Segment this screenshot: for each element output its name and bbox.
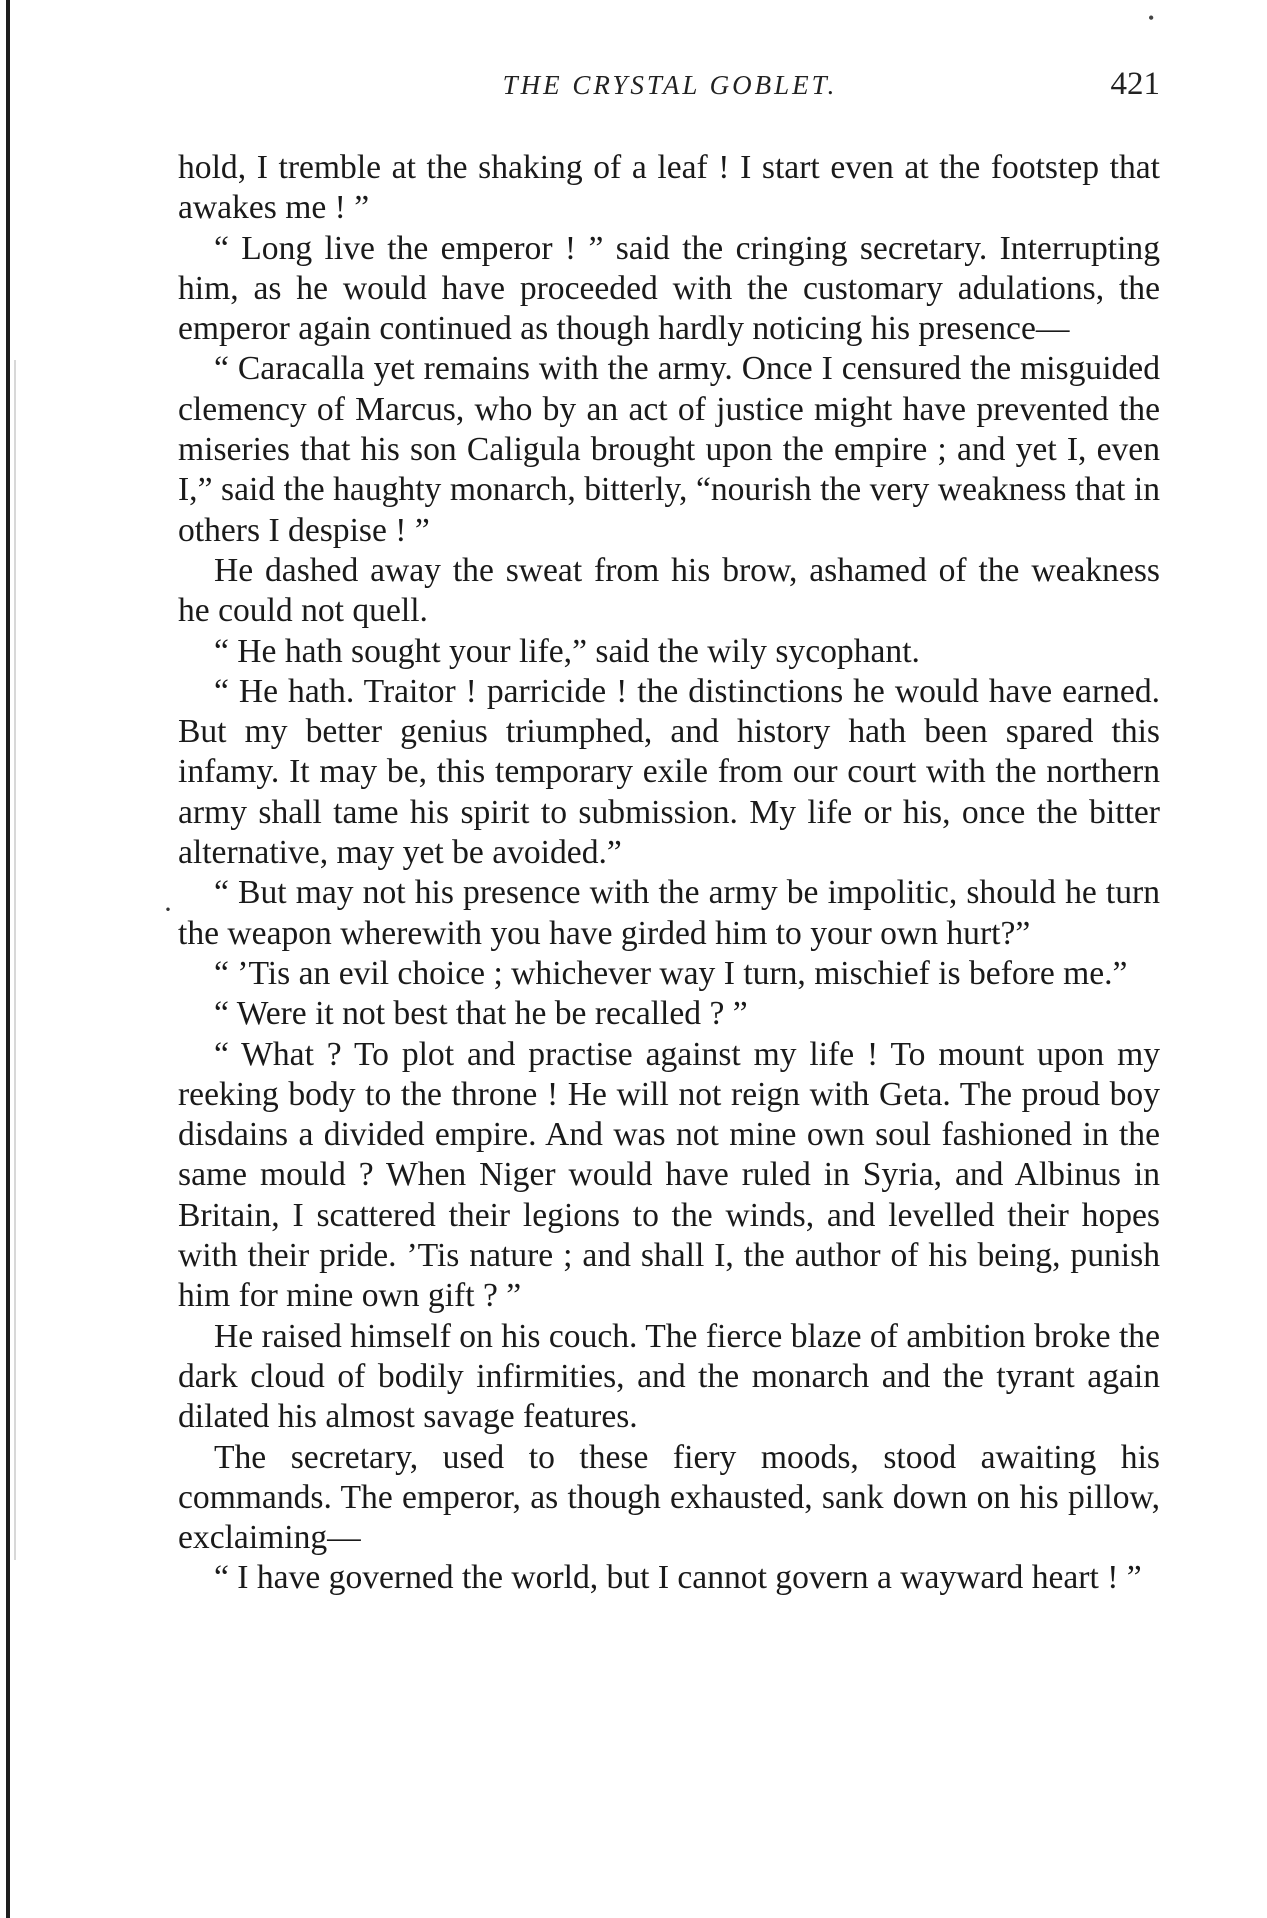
paragraph: The secretary, used to these fiery moods, stood awaiting his commands. The emperor, as though exhausted, sank down on his pillow, exclaiming— — [178, 1438, 1160, 1557]
paragraph: “ I have governed the world, but I cannot govern a wayward heart ! ” — [214, 1559, 1142, 1597]
paragraph: “ Were it not best that he be recalled ? ” — [214, 995, 748, 1033]
body-text — [178, 148, 1160, 1599]
paragraph: He dashed away the sweat from his brow, ashamed of the weakness he could not quell. — [178, 551, 1160, 630]
paragraph: “ But may not his presence with the army be impolitic, should he turn the weapon wherewith you have girded him to your own hurt?” — [178, 874, 1160, 952]
running-title: THE CRYSTAL GOBLET. — [502, 70, 838, 100]
paragraph: “ He hath. Traitor ! parricide ! the distinctions he would have earned. But my better genius triumphed, and history hath been spared this infamy. It may be, this temporary exile from our court with the northern army shall tame his spirit to submission. My life or his, once the bitter alternative, may yet be avoided.” — [178, 672, 1160, 872]
paragraph: “ He hath sought your life,” said the wily sycophant. — [214, 632, 920, 670]
margin-mark: · — [163, 893, 173, 926]
paragraph: “ ’Tis an evil choice ; whichever way I turn, mischief is before me.” — [214, 954, 1128, 992]
running-header — [180, 66, 1160, 116]
binding-edge-line — [6, 0, 10, 1918]
paragraph: He raised himself on his couch. The fierce blaze of ambition broke the dark cloud of bodily infirmities, and the monarch and the tyrant again dilated his almost savage features. — [178, 1317, 1160, 1436]
paragraph: “ What ? To plot and practise against my life ! To mount upon my reeking body to the throne ! He will not reign with Geta. The proud boy disdains a divided empire. And was not mine own soul fashioned in the same mould ? When Niger would have ruled in Syria, and Albinus in Britain, I scattered their legions to the winds, and levelled their hopes with their pride. ’Tis nature ; and shall I, the author of his being, punish him for mine own gift ? ” — [178, 1035, 1160, 1315]
paragraph: hold, I tremble at the shaking of a leaf ! I start even at the footstep that awakes me ! ” — [178, 149, 1160, 227]
paragraph: “ Caracalla yet remains with the army. Once I censured the misguided clemency of Marcus, who by an act of justice might have prevented the miseries that his son Caligula brought upon the empire ; and yet I, even I,” said the haughty monarch, bitterly, “nourish the very weakness that in others I despise ! ” — [178, 350, 1160, 549]
paragraph: “ Long live the emperor ! ” said the cringing secretary. Interrupting him, as he would have proceeded with the customary adulations, the emperor again continued as though hardly noticing his presence— — [178, 229, 1160, 348]
scan-speck: • — [1148, 8, 1155, 28]
binding-shadow — [14, 360, 16, 1560]
page-number: 421 — [1110, 66, 1160, 102]
